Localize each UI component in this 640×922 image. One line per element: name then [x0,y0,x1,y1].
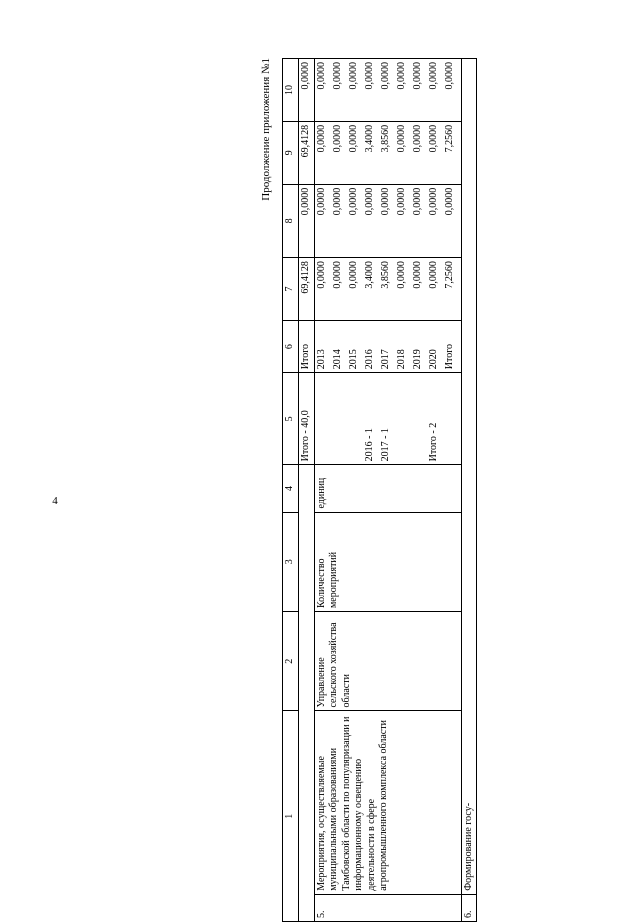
header-cell: 4 [283,465,299,512]
cell-line: 2019 [411,349,423,370]
rotated-page [260,58,640,922]
cell-line: 0,0000 [315,62,327,90]
cell-line: 0,0000 [315,187,327,216]
cell-line: 3,8560 [379,124,391,153]
carry-plan: Итого - 40,0 [299,373,315,465]
cell-line: 7,2560 [443,261,455,289]
header-cell: 5 [283,373,299,465]
cell-line [316,376,332,461]
header-row [283,59,299,922]
table-row [461,59,477,922]
header-cell: 6 [283,320,299,372]
cell-line: 0,0000 [363,187,375,216]
cell-line: 0,0000 [395,124,407,153]
cell-line: 7,2560 [443,124,455,153]
carry-year: Итого [299,320,315,372]
cell-line: 0,0000 [427,62,439,90]
program-table [282,58,477,922]
cell-line: 0,0000 [443,187,455,216]
header-cell: 2 [283,612,299,711]
cell-line: 0,0000 [347,187,359,216]
unit-cell: единиц [314,465,461,512]
cell-line: 0,0000 [331,261,343,289]
cell-line: 3,4000 [363,261,375,289]
cell-line: 0,0000 [379,62,391,90]
cell-line: 0,0000 [395,261,407,289]
table-row [314,59,461,922]
cell-line: 3,8560 [379,261,391,289]
cell-line: 0,0000 [315,124,327,153]
cell-line: 2018 [395,349,407,370]
cell-line: 0,0000 [331,187,343,216]
cell-line: 0,0000 [411,261,423,289]
row-number: 6. [461,894,477,921]
cell-line: Итого [443,343,455,370]
cell-line: 0,0000 [427,124,439,153]
cell-line: 0,0000 [331,62,343,90]
cell-line: 0,0000 [331,124,343,153]
cell-line: 2016 - 1 [363,428,375,462]
cell-line: 2020 [427,349,439,370]
carry-over-row [299,59,315,922]
cell-line: 0,0000 [427,261,439,289]
value-cell [314,184,461,257]
cell-line: 0,0000 [315,261,327,289]
cell-line: 0,0000 [347,124,359,153]
indicator-cell: Количество мероприятий [314,512,461,611]
years-cell [314,320,461,372]
cell-line: 3,4000 [363,124,375,153]
cell-line: Итого - 2 [427,422,439,462]
cell-line: 0,0000 [379,187,391,216]
value-cell [314,121,461,184]
cell-line [332,376,348,461]
activity-cell: Формирование госу- [461,59,477,895]
cell-line: 2013 [315,349,327,370]
cell-line: 0,0000 [347,62,359,90]
cell-line: 0,0000 [395,62,407,90]
row-number: 5. [314,894,461,921]
value-cell [314,59,461,122]
carry-value: 69,4128 [299,258,315,321]
total-cell [314,258,461,321]
cell-line: 2017 [379,349,391,370]
carry-value: 0,0000 [299,59,315,122]
header-cell: 9 [283,121,299,184]
header-cell: 7 [283,258,299,321]
cell-line [396,376,412,461]
carry-value: 69,4128 [299,121,315,184]
cell-line: 0,0000 [347,261,359,289]
executor-cell: Управление сельского хозяйства области [314,612,461,711]
page-number: 4 [52,495,58,507]
header-cell: 10 [283,59,299,122]
cell-line: 0,0000 [411,187,423,216]
cell-line [412,376,428,461]
activity-cell: Мероприятия, осуществляемые муниципальными образованиями Тамбовской области по популяризации и информационному освещению деятельности в сфере агропромышленного комплекса области [314,711,461,894]
header-cell: 3 [283,512,299,611]
plan-cell [314,373,461,465]
cell-line: 0,0000 [395,187,407,216]
cell-line: 0,0000 [427,187,439,216]
cell-line: 2015 [347,349,359,370]
cell-line: 2017 - 1 [379,428,391,462]
cell-line: 2014 [331,349,343,370]
cell-line: 0,0000 [411,124,423,153]
cell-line: 2016 [363,349,375,370]
cell-line: 0,0000 [411,62,423,90]
cell-line [348,376,364,461]
carry-value: 0,0000 [299,184,315,257]
header-cell: 1 [283,711,299,922]
header-cell: 8 [283,184,299,257]
cell-line: 0,0000 [363,62,375,90]
continuation-label: Продолжение приложения №1 [260,58,272,201]
cell-line: 0,0000 [443,62,455,90]
